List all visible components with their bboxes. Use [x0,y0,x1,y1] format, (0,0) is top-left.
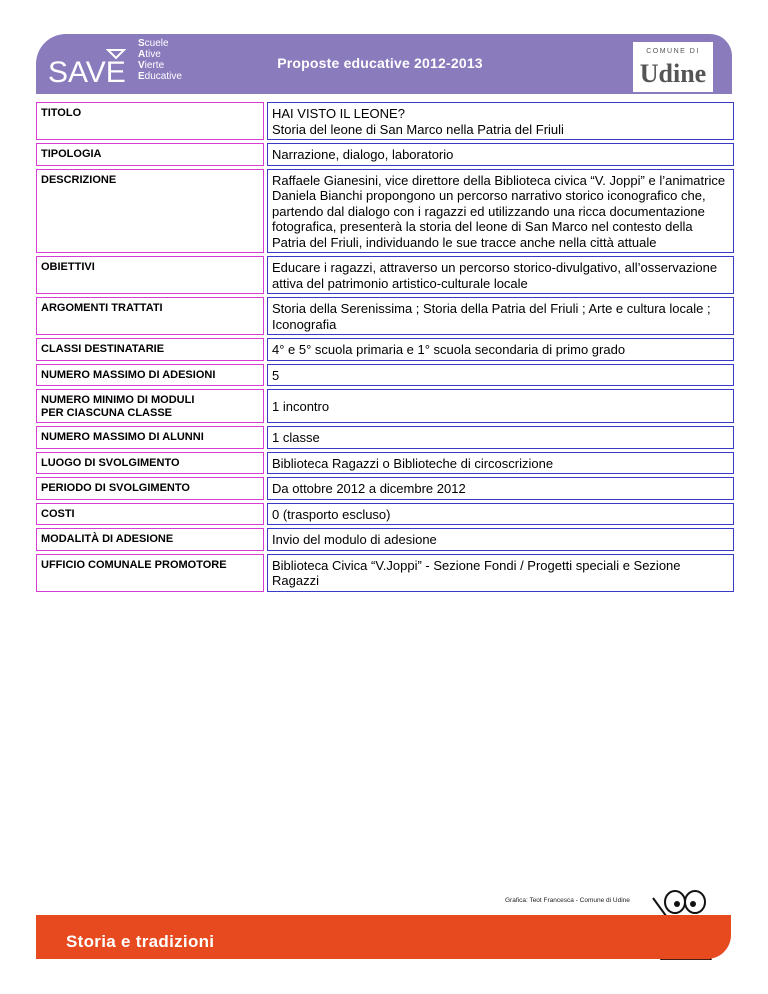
table-row [36,554,734,595]
save-logo-text: SAVE [48,56,126,88]
field-label: UFFICIO COMUNALE PROMOTORE [36,554,264,592]
field-label: TIPOLOGIA [36,143,264,166]
save-word [138,38,208,49]
field-value: Biblioteca Ragazzi o Biblioteche di circoscrizione [267,452,734,475]
field-label: NUMERO MASSIMO DI ADESIONI [36,364,264,387]
save-word-rest: ierte [144,60,165,71]
save-word [138,60,208,71]
save-word [138,49,208,60]
save-word [138,71,208,82]
field-label: ARGOMENTI TRATTATI [36,297,264,335]
info-table [36,102,734,595]
field-value: 0 (trasporto escluso) [267,503,734,526]
save-word-initial: V [138,60,145,71]
field-label: PERIODO DI SVOLGIMENTO [36,477,264,500]
field-value: 1 classe [267,426,734,449]
table-row [36,338,734,364]
field-value: 5 [267,364,734,387]
table-row [36,503,734,529]
save-word-rest: ducative [144,71,182,82]
table-row [36,389,734,426]
field-value: Invio del modulo di adesione [267,528,734,551]
field-value: 1 incontro [267,389,734,423]
table-row [36,452,734,478]
table-row [36,256,734,297]
field-label: CLASSI DESTINATARIE [36,338,264,361]
udine-logo-top-text: COMUNE DI [646,48,700,55]
field-value: 4° e 5° scuola primaria e 1° scuola secondaria di primo grado [267,338,734,361]
table-row [36,169,734,257]
comune-udine-logo [633,42,713,92]
save-word-initial: A [138,49,146,60]
table-row [36,297,734,338]
field-label: NUMERO MINIMO DI MODULI PER CIASCUNA CLASSE [36,389,264,423]
save-word-rest: tive [145,49,161,60]
field-label: COSTI [36,503,264,526]
table-row [36,364,734,390]
table-row [36,528,734,554]
field-value: Storia della Serenissima ; Storia della Patria del Friuli ; Arte e cultura locale ; Iconografia [267,297,734,335]
graphics-credit: Grafica: Teot Francesca - Comune di Udine [505,897,630,904]
page-title: Proposte educative 2012-2013 [277,55,483,71]
field-label: DESCRIZIONE [36,169,264,254]
table-row [36,143,734,169]
table-row [36,102,734,143]
field-value: Narrazione, dialogo, laboratorio [267,143,734,166]
field-value: HAI VISTO IL LEONE? Storia del leone di San Marco nella Patria del Friuli [267,102,734,140]
udine-logo-text: Udine [639,59,707,88]
field-label: MODALITÀ DI ADESIONE [36,528,264,551]
field-value: Da ottobre 2012 a dicembre 2012 [267,477,734,500]
table-row [36,477,734,503]
save-logo [46,48,136,88]
save-word-initial: E [138,71,145,82]
field-label: OBIETTIVI [36,256,264,294]
field-label: NUMERO MASSIMO DI ALUNNI [36,426,264,449]
save-word-rest: cuele [144,38,169,49]
footer-title: Storia e tradizioni [66,932,215,951]
field-label: LUOGO DI SVOLGIMENTO [36,452,264,475]
save-word-initial: S [138,38,145,49]
save-words [138,38,208,82]
field-value: Educare i ragazzi, attraverso un percorso storico-divulgativo, all’osservazione attiva del patrimonio artistico-culturale locale [267,256,734,294]
field-value: Biblioteca Civica “V.Joppi” - Sezione Fondi / Progetti speciali e Sezione Ragazzi [267,554,734,592]
table-row [36,426,734,452]
field-value: Raffaele Gianesini, vice direttore della Biblioteca civica “V. Joppi” e l’animatrice Daniela Bianchi propongono un percorso narrativo storico iconografico che, partendo dal dialogo con i ragazzi ed utilizzando una ricca documentazione fotografica, presenterà la storia del leone di San Marco nel contesto della Patria del Friuli, individuando le sue tracce anche nella città attuale [267,169,734,254]
field-label: TITOLO [36,102,264,140]
